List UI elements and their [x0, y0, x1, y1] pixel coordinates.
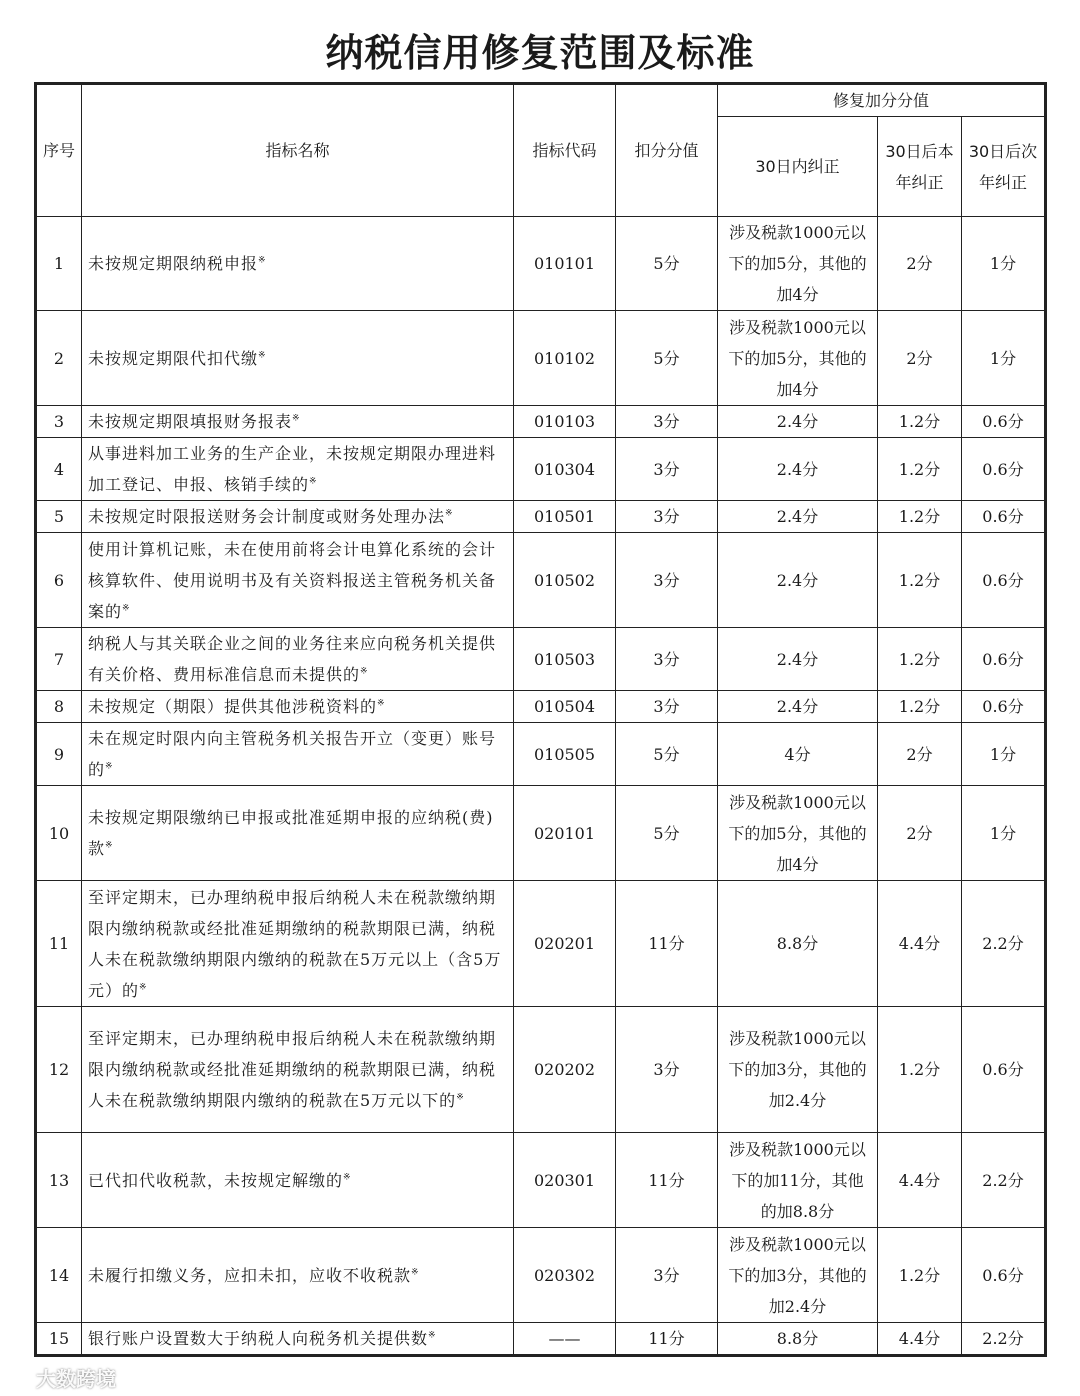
indicator-name-text: 未按规定期限纳税申报 [88, 254, 259, 273]
table-row [36, 1323, 1046, 1356]
indicator-name-text: 已代扣代收税款，未按规定解缴的 [88, 1170, 344, 1190]
indicator-code-cell: 010103 [514, 406, 616, 438]
within-30-days-cell: 4分 [718, 723, 878, 786]
after-30-next-year-cell: 0.6分 [962, 1228, 1046, 1323]
within-30-days-cell: 2.4分 [718, 501, 878, 533]
table-row [36, 1228, 1046, 1323]
indicator-name-cell [82, 1133, 514, 1228]
indicator-name-text: 未按规定时限报送财务会计制度或财务处理办法 [88, 507, 446, 526]
after-30-this-year-cell: 2分 [878, 217, 962, 311]
after-30-this-year-cell: 4.4分 [878, 1133, 962, 1228]
within-30-days-cell: 8.8分 [718, 1323, 878, 1356]
indicator-name-cell [82, 723, 514, 786]
table-row [36, 786, 1046, 881]
reference-mark: ※ [377, 698, 386, 709]
watermark-text: 大数跨境 [36, 1366, 116, 1391]
table-row [36, 1133, 1046, 1228]
within-30-days-cell: 2.4分 [718, 628, 878, 691]
seq-cell: 3 [36, 406, 82, 438]
indicator-code-cell: 010102 [514, 311, 616, 406]
indicator-name-cell [82, 691, 514, 723]
within-30-days-cell: 涉及税款1000元以下的加3分，其他的加2.4分 [718, 1228, 878, 1323]
deduct-points-cell: 5分 [616, 723, 718, 786]
after-30-this-year-cell: 1.2分 [878, 406, 962, 438]
seq-cell: 12 [36, 1007, 82, 1133]
brand-logo-icon [0, 1364, 30, 1390]
header-within-30-days: 30日内纠正 [718, 117, 878, 217]
reference-mark: ※ [122, 603, 131, 614]
indicator-code-cell: —— [514, 1323, 616, 1356]
indicator-name-text: 至评定期末，已办理纳税申报后纳税人未在税款缴纳期限内缴纳税款或经批准延期缴纳的税款期限已满，纳税人未在税款缴纳期限内缴纳的税款在5万元以下的 [88, 1029, 497, 1110]
seq-cell: 1 [36, 217, 82, 311]
within-30-days-cell: 2.4分 [718, 691, 878, 723]
within-30-days-cell: 涉及税款1000元以下的加3分，其他的加2.4分 [718, 1007, 878, 1133]
header-repair-group: 修复加分分值 [718, 84, 1046, 117]
after-30-next-year-cell: 0.6分 [962, 628, 1046, 691]
after-30-this-year-cell: 1.2分 [878, 691, 962, 723]
table-row [36, 438, 1046, 501]
deduct-points-cell: 3分 [616, 533, 718, 628]
indicator-name-text: 未按规定期限缴纳已申报或批准延期申报的应纳税(费)款 [88, 808, 494, 858]
indicator-name-text: 纳税人与其关联企业之间的业务往来应向税务机关提供有关价格、费用标准信息而未提供的 [88, 634, 497, 684]
within-30-days-cell: 涉及税款1000元以下的加5分，其他的加4分 [718, 217, 878, 311]
indicator-name-text: 使用计算机记账，未在使用前将会计电算化系统的会计核算软件、使用说明书及有关资料报送主管税务机关备案的 [88, 539, 497, 621]
deduct-points-cell: 3分 [616, 1228, 718, 1323]
indicator-name-text: 未按规定（期限）提供其他涉税资料的 [88, 697, 378, 716]
after-30-this-year-cell: 1.2分 [878, 1228, 962, 1323]
after-30-this-year-cell: 1.2分 [878, 1007, 962, 1133]
within-30-days-cell: 2.4分 [718, 438, 878, 501]
deduct-points-cell: 3分 [616, 691, 718, 723]
reference-mark: ※ [445, 508, 454, 519]
after-30-this-year-cell: 1.2分 [878, 501, 962, 533]
indicator-name-cell [82, 438, 514, 501]
indicator-name-cell [82, 881, 514, 1007]
seq-cell: 7 [36, 628, 82, 691]
after-30-next-year-cell: 0.6分 [962, 406, 1046, 438]
deduct-points-cell: 3分 [616, 501, 718, 533]
indicator-code-cell: 010501 [514, 501, 616, 533]
repair-standard-table [34, 82, 1047, 1357]
within-30-days-cell: 涉及税款1000元以下的加5分，其他的加4分 [718, 311, 878, 406]
after-30-next-year-cell: 1分 [962, 786, 1046, 881]
indicator-name-text: 未履行扣缴义务，应扣未扣，应收不收税款 [88, 1265, 412, 1285]
after-30-this-year-cell: 1.2分 [878, 533, 962, 628]
header-after-30-this-year: 30日后本年纠正 [878, 117, 962, 217]
after-30-this-year-cell: 2分 [878, 311, 962, 406]
within-30-days-cell: 8.8分 [718, 881, 878, 1007]
seq-cell: 11 [36, 881, 82, 1007]
indicator-name-cell [82, 1007, 514, 1133]
indicator-name-cell [82, 311, 514, 406]
header-code: 指标代码 [514, 84, 616, 217]
after-30-next-year-cell: 0.6分 [962, 1007, 1046, 1133]
indicator-code-cell: 010503 [514, 628, 616, 691]
seq-cell: 15 [36, 1323, 82, 1356]
indicator-code-cell: 010101 [514, 217, 616, 311]
table-row [36, 723, 1046, 786]
seq-cell: 5 [36, 501, 82, 533]
after-30-this-year-cell: 1.2分 [878, 628, 962, 691]
after-30-next-year-cell: 1分 [962, 723, 1046, 786]
deduct-points-cell: 5分 [616, 311, 718, 406]
after-30-this-year-cell: 2分 [878, 786, 962, 881]
reference-mark: ※ [309, 476, 318, 487]
indicator-name-cell [82, 1228, 514, 1323]
table-row [36, 881, 1046, 1007]
indicator-name-text: 至评定期末，已办理纳税申报后纳税人未在税款缴纳期限内缴纳税款或经批准延期缴纳的税款期限已满，纳税人未在税款缴纳期限内缴纳的税款在5万元以上（含5万元）的 [88, 887, 502, 1000]
within-30-days-cell: 涉及税款1000元以下的加5分，其他的加4分 [718, 786, 878, 881]
indicator-name-text: 未按规定期限填报财务报表 [88, 412, 293, 431]
indicator-name-text: 银行账户设置数大于纳税人向税务机关提供数 [88, 1329, 429, 1348]
indicator-code-cell: 020301 [514, 1133, 616, 1228]
indicator-name-cell [82, 406, 514, 438]
deduct-points-cell: 11分 [616, 1133, 718, 1228]
indicator-code-cell: 020302 [514, 1228, 616, 1323]
reference-mark: ※ [105, 840, 114, 851]
header-name: 指标名称 [82, 84, 514, 217]
reference-mark: ※ [456, 1092, 465, 1103]
indicator-code-cell: 020101 [514, 786, 616, 881]
after-30-next-year-cell: 2.2分 [962, 881, 1046, 1007]
deduct-points-cell: 3分 [616, 438, 718, 501]
table-row [36, 311, 1046, 406]
reference-mark: ※ [343, 1172, 352, 1183]
within-30-days-cell: 涉及税款1000元以下的加11分，其他的加8.8分 [718, 1133, 878, 1228]
table-row [36, 501, 1046, 533]
deduct-points-cell: 3分 [616, 628, 718, 691]
deduct-points-cell: 11分 [616, 881, 718, 1007]
after-30-next-year-cell: 1分 [962, 311, 1046, 406]
indicator-name-text: 未按规定期限代扣代缴 [88, 348, 259, 368]
reference-mark: ※ [360, 666, 369, 677]
after-30-next-year-cell: 2.2分 [962, 1133, 1046, 1228]
table-body [36, 217, 1046, 1356]
after-30-this-year-cell: 1.2分 [878, 438, 962, 501]
deduct-points-cell: 11分 [616, 1323, 718, 1356]
seq-cell: 6 [36, 533, 82, 628]
indicator-name-cell [82, 501, 514, 533]
after-30-this-year-cell: 4.4分 [878, 1323, 962, 1356]
after-30-next-year-cell: 0.6分 [962, 438, 1046, 501]
after-30-next-year-cell: 2.2分 [962, 1323, 1046, 1356]
after-30-this-year-cell: 4.4分 [878, 881, 962, 1007]
seq-cell: 9 [36, 723, 82, 786]
indicator-code-cell: 020202 [514, 1007, 616, 1133]
deduct-points-cell: 3分 [616, 406, 718, 438]
seq-cell: 8 [36, 691, 82, 723]
reference-mark: ※ [428, 1330, 437, 1341]
indicator-code-cell: 020201 [514, 881, 616, 1007]
indicator-name-cell [82, 217, 514, 311]
reference-mark: ※ [258, 255, 267, 266]
deduct-points-cell: 3分 [616, 1007, 718, 1133]
reference-mark: ※ [105, 761, 114, 772]
reference-mark: ※ [411, 1267, 420, 1278]
after-30-this-year-cell: 2分 [878, 723, 962, 786]
seq-cell: 4 [36, 438, 82, 501]
header-after-30-next-year: 30日后次年纠正 [962, 117, 1046, 217]
reference-mark: ※ [292, 413, 301, 424]
within-30-days-cell: 2.4分 [718, 406, 878, 438]
table-row [36, 406, 1046, 438]
indicator-code-cell: 010505 [514, 723, 616, 786]
reference-mark: ※ [139, 982, 148, 993]
within-30-days-cell: 2.4分 [718, 533, 878, 628]
header-deduct: 扣分分值 [616, 84, 718, 217]
indicator-code-cell: 010304 [514, 438, 616, 501]
page-title: 纳税信用修复范围及标准 [325, 31, 755, 75]
indicator-code-cell: 010502 [514, 533, 616, 628]
indicator-name-text: 从事进料加工业务的生产企业，未按规定期限办理进料加工登记、申报、核销手续的 [88, 444, 497, 494]
table-row [36, 533, 1046, 628]
table-row [36, 1007, 1046, 1133]
indicator-name-cell [82, 533, 514, 628]
table-header [36, 84, 1046, 217]
after-30-next-year-cell: 0.6分 [962, 691, 1046, 723]
deduct-points-cell: 5分 [616, 217, 718, 311]
after-30-next-year-cell: 0.6分 [962, 533, 1046, 628]
seq-cell: 2 [36, 311, 82, 406]
indicator-name-cell [82, 786, 514, 881]
table-row [36, 691, 1046, 723]
deduct-points-cell: 5分 [616, 786, 718, 881]
after-30-next-year-cell: 1分 [962, 217, 1046, 311]
after-30-next-year-cell: 0.6分 [962, 501, 1046, 533]
reference-mark: ※ [258, 350, 267, 361]
indicator-name-cell [82, 1323, 514, 1356]
seq-cell: 10 [36, 786, 82, 881]
seq-cell: 14 [36, 1228, 82, 1323]
seq-cell: 13 [36, 1133, 82, 1228]
indicator-name-cell [82, 628, 514, 691]
watermark [0, 1362, 116, 1392]
table-row [36, 217, 1046, 311]
indicator-name-text: 未在规定时限内向主管税务机关报告开立（变更）账号的 [88, 729, 497, 779]
indicator-code-cell: 010504 [514, 691, 616, 723]
header-seq: 序号 [36, 84, 82, 217]
table-row [36, 628, 1046, 691]
